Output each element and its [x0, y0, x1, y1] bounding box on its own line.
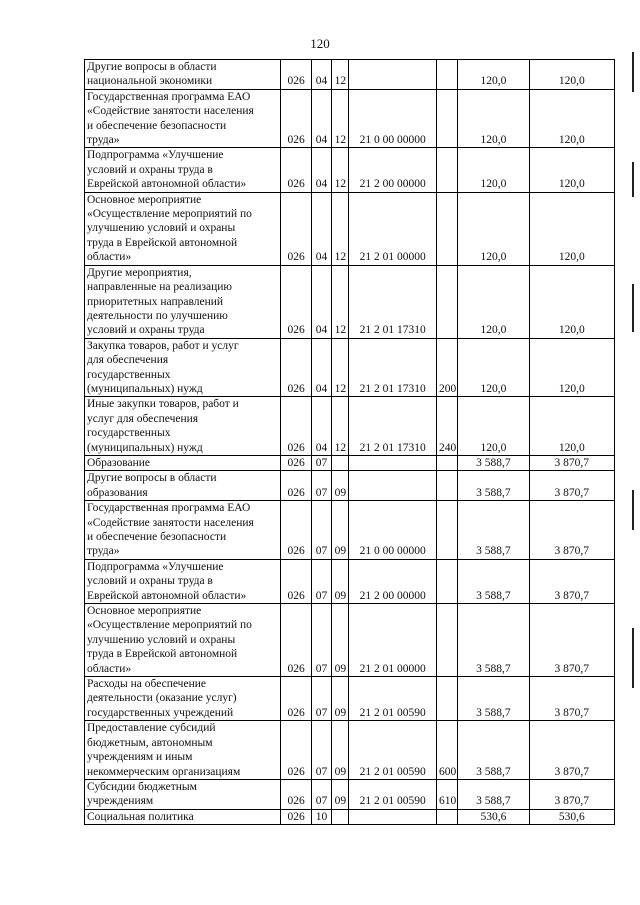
amount-year2-cell: 120,0: [529, 265, 614, 338]
admin-code-cell: 026: [281, 677, 312, 721]
row-name-cell: Государственная программа ЕАО «Содействие занятости населения и обеспечение безопасности труда»: [85, 89, 281, 148]
target-article-cell: [349, 471, 436, 501]
subsection-code-cell: 09: [332, 559, 349, 603]
admin-code-cell: 026: [281, 89, 312, 148]
expense-type-cell: [436, 604, 457, 677]
expense-type-cell: [436, 265, 457, 338]
target-article-cell: 21 2 01 00590: [349, 677, 436, 721]
table-row: [85, 148, 615, 192]
table-row: [85, 89, 615, 148]
section-code-cell: 07: [311, 501, 331, 560]
scan-edge-mark: [632, 628, 634, 688]
row-name-cell: Подпрограмма «Улучшение условий и охраны труда в Еврейской автономной области»: [85, 148, 281, 192]
admin-code-cell: 026: [281, 559, 312, 603]
row-name-cell: Основное мероприятие «Осуществление мероприятий по улучшению условий и охраны труда в Еврейской автономной области»: [85, 192, 281, 265]
section-code-cell: 04: [311, 338, 331, 397]
target-article-cell: 21 2 00 00000: [349, 559, 436, 603]
amount-year2-cell: 3 870,7: [529, 604, 614, 677]
admin-code-cell: 026: [281, 779, 312, 809]
scan-edge-mark: [632, 284, 634, 332]
target-article-cell: 21 0 00 00000: [349, 501, 436, 560]
table-row: [85, 338, 615, 397]
table-row: [85, 779, 615, 809]
row-name-cell: Образование: [85, 455, 281, 470]
amount-year2-cell: 3 870,7: [529, 721, 614, 780]
table-row: [85, 501, 615, 560]
table-row: [85, 604, 615, 677]
subsection-code-cell: 09: [332, 604, 349, 677]
target-article-cell: 21 2 01 17310: [349, 338, 436, 397]
row-name-cell: Государственная программа ЕАО «Содействие занятости населения и обеспечение безопасности труда»: [85, 501, 281, 560]
section-code-cell: 07: [311, 779, 331, 809]
amount-year2-cell: 3 870,7: [529, 455, 614, 470]
subsection-code-cell: [332, 809, 349, 824]
target-article-cell: [349, 60, 436, 90]
admin-code-cell: 026: [281, 397, 312, 456]
amount-year1-cell: 120,0: [458, 192, 529, 265]
table-row: [85, 721, 615, 780]
scan-edge-mark: [632, 490, 634, 530]
amount-year2-cell: 120,0: [529, 192, 614, 265]
admin-code-cell: 026: [281, 192, 312, 265]
amount-year2-cell: 530,6: [529, 809, 614, 824]
expense-type-cell: [436, 60, 457, 90]
amount-year1-cell: 3 588,7: [458, 455, 529, 470]
subsection-code-cell: 09: [332, 471, 349, 501]
admin-code-cell: 026: [281, 455, 312, 470]
scan-edge-mark: [632, 162, 634, 197]
amount-year1-cell: 3 588,7: [458, 559, 529, 603]
table-row: [85, 559, 615, 603]
target-article-cell: 21 2 01 00590: [349, 721, 436, 780]
amount-year1-cell: 530,6: [458, 809, 529, 824]
admin-code-cell: 026: [281, 60, 312, 90]
expense-type-cell: [436, 501, 457, 560]
amount-year1-cell: 120,0: [458, 265, 529, 338]
amount-year1-cell: 120,0: [458, 338, 529, 397]
table-row: [85, 265, 615, 338]
target-article-cell: 21 2 01 17310: [349, 397, 436, 456]
table-row: [85, 809, 615, 824]
target-article-cell: [349, 809, 436, 824]
expense-type-cell: 240: [436, 397, 457, 456]
row-name-cell: Другие вопросы в области национальной экономики: [85, 60, 281, 90]
amount-year1-cell: 120,0: [458, 148, 529, 192]
amount-year1-cell: 3 588,7: [458, 677, 529, 721]
row-name-cell: Иные закупки товаров, работ и услуг для обеспечения государственных (муниципальных) нужд: [85, 397, 281, 456]
expense-type-cell: [436, 148, 457, 192]
section-code-cell: 04: [311, 265, 331, 338]
subsection-code-cell: 12: [332, 148, 349, 192]
admin-code-cell: 026: [281, 809, 312, 824]
subsection-code-cell: 12: [332, 397, 349, 456]
row-name-cell: Подпрограмма «Улучшение условий и охраны труда в Еврейской автономной области»: [85, 559, 281, 603]
expense-type-cell: [436, 677, 457, 721]
table-row: [85, 397, 615, 456]
row-name-cell: Расходы на обеспечение деятельности (оказание услуг) государственных учреждений: [85, 677, 281, 721]
amount-year2-cell: 120,0: [529, 60, 614, 90]
amount-year1-cell: 3 588,7: [458, 501, 529, 560]
row-name-cell: Закупка товаров, работ и услуг для обеспечения государственных (муниципальных) нужд: [85, 338, 281, 397]
admin-code-cell: 026: [281, 338, 312, 397]
section-code-cell: 07: [311, 677, 331, 721]
subsection-code-cell: 09: [332, 721, 349, 780]
section-code-cell: 07: [311, 471, 331, 501]
admin-code-cell: 026: [281, 721, 312, 780]
section-code-cell: 04: [311, 192, 331, 265]
expense-type-cell: [436, 89, 457, 148]
subsection-code-cell: 12: [332, 338, 349, 397]
subsection-code-cell: 12: [332, 265, 349, 338]
section-code-cell: 04: [311, 89, 331, 148]
amount-year1-cell: 3 588,7: [458, 779, 529, 809]
amount-year2-cell: 3 870,7: [529, 779, 614, 809]
amount-year2-cell: 120,0: [529, 338, 614, 397]
subsection-code-cell: 09: [332, 677, 349, 721]
row-name-cell: Субсидии бюджетным учреждениям: [85, 779, 281, 809]
section-code-cell: 04: [311, 148, 331, 192]
table-row: [85, 192, 615, 265]
amount-year1-cell: 120,0: [458, 397, 529, 456]
subsection-code-cell: 09: [332, 501, 349, 560]
subsection-code-cell: 09: [332, 779, 349, 809]
target-article-cell: 21 2 01 00000: [349, 192, 436, 265]
amount-year2-cell: 120,0: [529, 89, 614, 148]
section-code-cell: 07: [311, 455, 331, 470]
amount-year2-cell: 3 870,7: [529, 677, 614, 721]
target-article-cell: 21 2 01 00000: [349, 604, 436, 677]
amount-year1-cell: 120,0: [458, 60, 529, 90]
row-name-cell: Основное мероприятие «Осуществление мероприятий по улучшению условий и охраны труда в Еврейской автономной области»: [85, 604, 281, 677]
budget-table: [84, 59, 615, 825]
admin-code-cell: 026: [281, 148, 312, 192]
amount-year1-cell: 3 588,7: [458, 471, 529, 501]
expense-type-cell: [436, 809, 457, 824]
section-code-cell: 04: [311, 60, 331, 90]
table-row: [85, 677, 615, 721]
subsection-code-cell: [332, 455, 349, 470]
expense-type-cell: [436, 455, 457, 470]
subsection-code-cell: 12: [332, 60, 349, 90]
subsection-code-cell: 12: [332, 192, 349, 265]
expense-type-cell: 610: [436, 779, 457, 809]
target-article-cell: [349, 455, 436, 470]
row-name-cell: Предоставление субсидий бюджетным, автономным учреждениям и иным некоммерческим организациям: [85, 721, 281, 780]
amount-year1-cell: 120,0: [458, 89, 529, 148]
page-number: 120: [310, 36, 330, 51]
expense-type-cell: [436, 471, 457, 501]
amount-year2-cell: 3 870,7: [529, 471, 614, 501]
amount-year2-cell: 120,0: [529, 397, 614, 456]
amount-year1-cell: 3 588,7: [458, 721, 529, 780]
target-article-cell: 21 0 00 00000: [349, 89, 436, 148]
target-article-cell: 21 2 00 00000: [349, 148, 436, 192]
amount-year2-cell: 3 870,7: [529, 559, 614, 603]
subsection-code-cell: 12: [332, 89, 349, 148]
row-name-cell: Социальная политика: [85, 809, 281, 824]
expense-type-cell: 600: [436, 721, 457, 780]
admin-code-cell: 026: [281, 471, 312, 501]
section-code-cell: 07: [311, 604, 331, 677]
table-row: [85, 60, 615, 90]
table-row: [85, 455, 615, 470]
section-code-cell: 10: [311, 809, 331, 824]
amount-year2-cell: 120,0: [529, 148, 614, 192]
scan-edge-mark: [632, 52, 634, 92]
target-article-cell: 21 2 01 17310: [349, 265, 436, 338]
target-article-cell: 21 2 01 00590: [349, 779, 436, 809]
expense-type-cell: [436, 192, 457, 265]
section-code-cell: 07: [311, 721, 331, 780]
amount-year1-cell: 3 588,7: [458, 604, 529, 677]
row-name-cell: Другие мероприятия, направленные на реализацию приоритетных направлений деятельности по улучшению условий и охраны труда: [85, 265, 281, 338]
section-code-cell: 07: [311, 559, 331, 603]
row-name-cell: Другие вопросы в области образования: [85, 471, 281, 501]
table-row: [85, 471, 615, 501]
amount-year2-cell: 3 870,7: [529, 501, 614, 560]
expense-type-cell: 200: [436, 338, 457, 397]
budget-table-body: [85, 60, 615, 825]
admin-code-cell: 026: [281, 501, 312, 560]
admin-code-cell: 026: [281, 604, 312, 677]
admin-code-cell: 026: [281, 265, 312, 338]
expense-type-cell: [436, 559, 457, 603]
section-code-cell: 04: [311, 397, 331, 456]
